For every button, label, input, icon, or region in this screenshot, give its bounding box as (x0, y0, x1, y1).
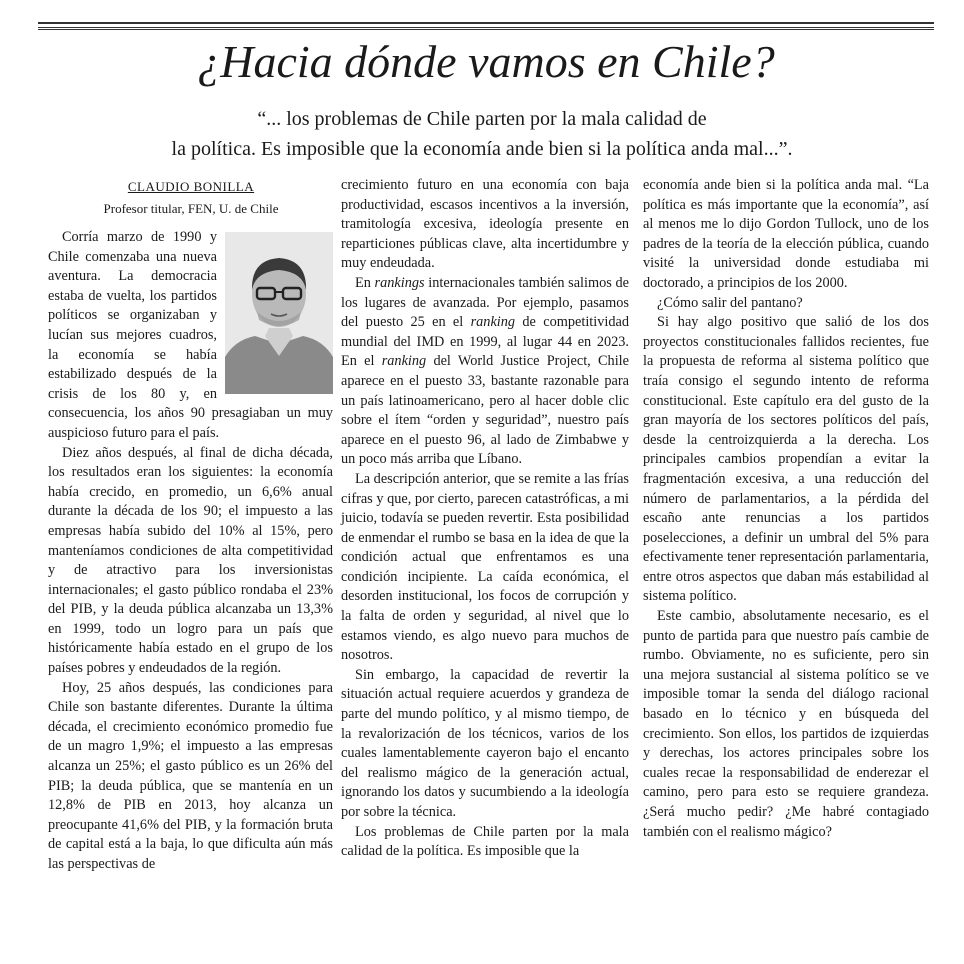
column-2 (341, 176, 629, 862)
pull-quote-line-1: “... los problemas de Chile parten por la mala calidad de (257, 108, 707, 130)
emphasis: rankings (374, 274, 425, 291)
paragraph: Este cambio, absolutamente necesario, es el punto de partida para que nuestro país cambie de rumbo. Obviamente, no es suficiente, pero sin una mejora sustancial al sistema político se ve imposible tomar la senda del diálogo racional basado en lo técnico y en búsqueda del crecimiento. Son ellos, los partidos de izquierdas y derechas, los actores principales sobre los cuales recae la responsabilidad de enderezar el camino, pero para esto se requiere grandeza. ¿Será mucho pedir? ¿Me habré contagiado también con el realismo mágico? (643, 608, 929, 840)
headline: ¿Hacia dónde vamos en Chile? (197, 36, 775, 87)
emphasis: ranking (381, 353, 427, 370)
top-rule (38, 22, 934, 28)
paragraph: Sin embargo, la capacidad de revertir la situación actual requiere acuerdos y grandeza de parte del mundo político, y al mismo tiempo, de la revalorización de los técnicos, varios de los cuales lamentablemente cayeron bajo el encanto del realismo mágico de la generación actual, ignorando los datos y sucumbiendo a la ideología por sobre la técnica. (341, 666, 629, 820)
text-run: de competitividad mundial del IMD en 1999, al lugar 44 en 2023. En el (341, 314, 630, 370)
paragraph: Los problemas de Chile parten por la mala calidad de la política. Es imposible que la (341, 823, 629, 860)
author-name: CLAUDIO BONILLA (127, 179, 255, 194)
column-1 (48, 228, 333, 875)
top-rule-thin (38, 29, 934, 30)
paragraph: Hoy, 25 años después, las condiciones para Chile son bastante diferentes. Durante la última década, el crecimiento económico promedio fue de un magro 1,9%; el impuesto a las empresas alcanza un 25%; el gasto público es un 26% del PIB; la deuda pública, que se mantenía en un 12,8% de PIB en 2013, hoy alcanza un preocupante 41,6% del PIB, y la formación bruta de capital está a la baja, lo que dificulta aún más las perspectivas de (48, 679, 333, 872)
paragraph: economía ande bien si la política anda mal. “La política es más importante que la economía”, así al menos me lo dijo Gordon Tullock, uno de los padres de la teoría de la elección pública, cuando visité la universidad donde estudiaba mi doctorado, a principios de los 2000. (643, 177, 929, 291)
byline (48, 176, 334, 220)
paragraph: crecimiento futuro en una economía con baja productividad, escasos incentivos a la inversión, tramitología excesiva, ideología presente en reparticiones públicas clave, alta incertidumbre y muy endeudada. (341, 177, 629, 272)
pull-quote (100, 104, 864, 164)
text-run: internacionales también salimos de los lugares de avanzada. Por ejemplo, pasamos del puesto 25 en el (341, 274, 629, 331)
paragraph: La descripción anterior, que se remite a las frías cifras y que, por cierto, parecen catastróficas, a mi juicio, todavía se pueden revertir. Esta posibilidad de enmendar el rumbo se basa en la idea de que la condición actual que enfrentamos es una condición incipiente. La caída económica, el desorden institucional, los focos de corrupción y la falta de orden y seguridad, al nivel que lo estamos viendo, es algo nuevo para muchos de nosotros. (341, 470, 629, 664)
text-run: del World Justice Project, Chile aparece en el puesto 33, bastante razonable para un país latinoamericano, pero al hacer doble clic sobre el ítem “orden y seguridad”, nuestro país aparece en el puesto 96, al lado de Zimbabwe y un poco más arriba que Líbano. (341, 353, 629, 468)
text-run: En (355, 274, 375, 291)
paragraph: Corría marzo de 1990 y Chile comenzaba una nueva aventura. La democracia estaba de vuelta, los partidos políticos se organizaban y lucían sus mejores cuadros, la economía se había estabilizado después de la crisis de los 80 y, en consecuencia, los años 90 presagiaban un muy auspicioso futuro para el país. (48, 229, 333, 441)
author-portrait-icon (225, 232, 333, 394)
author-photo (225, 232, 333, 394)
paragraph: Si hay algo positivo que salió de los dos proyectos constitucionales fallidos recientes, fue la propuesta de reforma al sistema político que traía consigo el segundo intento de reforma constitucional. Este capítulo era del gusto de la gran mayoría de los sectores políticos del país, desde la centroizquierda a la derecha. Los principales cambios propendían a evitar la fragmentación excesiva, a una reducción del número de parlamentarios, a la pérdida del escaño ante renuncias a los partidos poselecciones, a definir un umbral del 5% para efectivamente tener representación parlamentaria, entre otros aspectos que daban más estabilidad al sistema político. (643, 314, 929, 605)
column-3 (643, 176, 929, 842)
paragraph (341, 274, 629, 470)
emphasis: ranking (470, 314, 516, 331)
author-title: Profesor titular, FEN, U. de Chile (103, 201, 279, 216)
pull-quote-line-2: la política. Es imposible que la economía ande bien si la política anda mal...”. (171, 138, 793, 160)
subheading: ¿Cómo salir del pantano? (657, 294, 803, 311)
paragraph: Diez años después, al final de dicha década, los resultados eran los siguientes: la economía había crecido, en promedio, un 6,6% anual durante la década de los 90; el impuesto a las empresas había subido del 10% al 15%, pero manteníamos condiciones de alta competitividad y de atractivo para los inversionistas internacionales; el gasto público rondaba el 23% del PIB, y la deuda pública alcanzaba un 13,3% en 1999, todo un logro para un país que históricamente había estado en el grupo de los países pobres y endeudados de la región. (48, 444, 333, 677)
